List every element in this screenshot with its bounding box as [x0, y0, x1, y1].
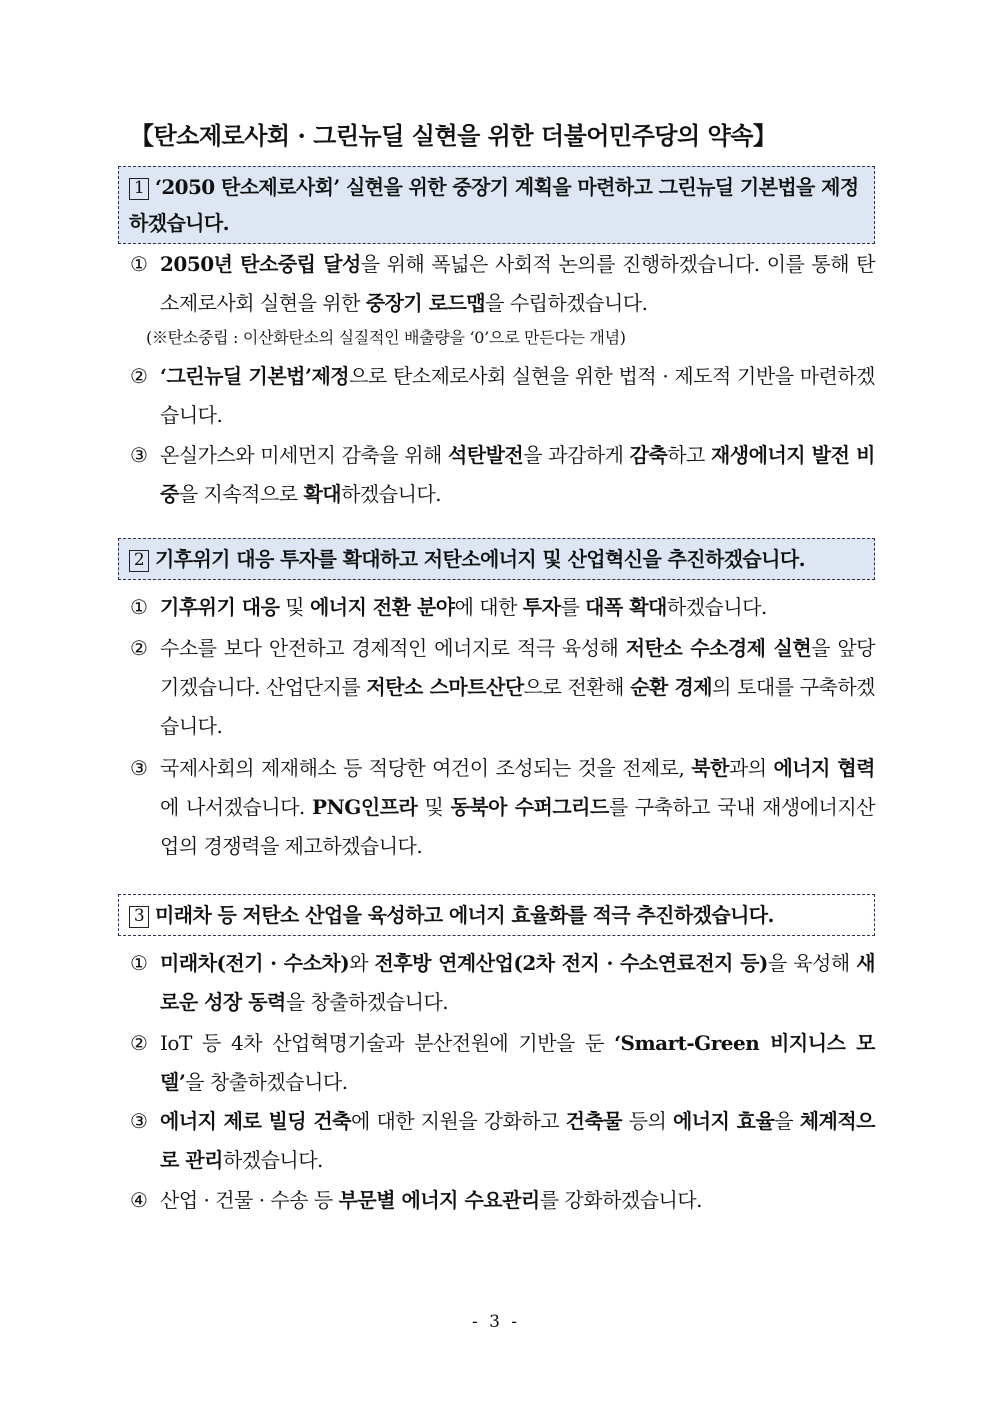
item-marker: ①	[130, 951, 148, 975]
emphasized-text: 석탄발전	[447, 443, 524, 467]
body-text: 에 대한 지원을 강화하고	[351, 1109, 566, 1133]
body-text: 를	[560, 595, 586, 619]
section-1-item-1	[130, 245, 875, 323]
section-2-item-1	[130, 588, 875, 627]
body-text: 등의	[622, 1109, 673, 1133]
section-2-item-2	[130, 629, 875, 746]
item-text	[130, 1181, 875, 1220]
body-text: 을 지속적으로	[178, 482, 304, 506]
section-3-item-3	[130, 1102, 875, 1180]
emphasized-text: 에너지 전환 분야	[309, 595, 455, 619]
item-text	[130, 629, 875, 746]
body-text: 를 구축하고 국내 재생에너지산업의 경쟁력을 제고하겠습니다.	[160, 795, 875, 858]
section-2-number: 2	[129, 550, 149, 572]
emphasized-text: 건축물	[565, 1109, 623, 1133]
section-3-heading: 미래차 등 저탄소 산업을 육성하고 에너지 효율화를 적극 추진하겠습니다.	[155, 903, 774, 927]
body-text: 으로 전환해	[523, 675, 631, 699]
item-text	[130, 749, 875, 866]
body-text: 및	[417, 795, 451, 819]
item-text	[130, 436, 875, 514]
item-marker: ②	[130, 636, 148, 660]
item-text	[130, 1102, 875, 1180]
body-text: 산업 · 건물 · 수송 등	[160, 1188, 339, 1212]
body-text: 과의	[728, 756, 774, 780]
page-number: - 3 -	[471, 1312, 521, 1332]
section-3-item-2	[130, 1024, 875, 1102]
emphasized-text: PNG인프라	[311, 795, 418, 819]
section-2-heading: 기후위기 대응 투자를 확대하고 저탄소에너지 및 산업혁신을 추진하겠습니다.	[155, 547, 805, 571]
emphasized-text: 에너지 협력	[773, 756, 876, 780]
body-text: 을	[774, 1109, 800, 1133]
item-marker: ②	[130, 1031, 148, 1055]
emphasized-text: 2050년 탄소중립 달성	[160, 252, 361, 276]
body-text: 을 육성해	[767, 951, 857, 975]
item-text	[130, 1024, 875, 1102]
item-text	[130, 245, 875, 323]
body-text: 을 수립하겠습니다.	[485, 291, 648, 315]
body-text: IoT 등 4차 산업혁명기술과 분산전원에 기반을 둔	[160, 1031, 615, 1055]
section-3-item-1	[130, 944, 875, 1022]
emphasized-text: 동북아 수퍼그리드	[450, 795, 609, 819]
emphasized-text: 순환 경제	[630, 675, 713, 699]
emphasized-text: 기후위기 대응	[160, 595, 280, 619]
emphasized-text: 에너지 효율	[672, 1109, 775, 1133]
emphasized-text: 재생에너지 발전 비중	[160, 443, 875, 506]
section-2-heading-box	[118, 538, 875, 580]
body-text: 하겠습니다.	[222, 1148, 323, 1172]
emphasized-text: 감축	[629, 443, 668, 467]
item-text	[130, 588, 875, 627]
section-2-item-3	[130, 749, 875, 866]
section-3-number: 3	[129, 906, 149, 928]
emphasized-text: 북한	[691, 756, 729, 780]
body-text: 으로 탄소제로사회 실현을 위한 법적 · 제도적 기반을 마련하겠습니다.	[160, 364, 875, 427]
section-1-item-2	[130, 357, 875, 435]
emphasized-text: 저탄소 수소경제 실현	[625, 636, 812, 660]
body-text: 를 강화하겠습니다.	[539, 1188, 703, 1212]
emphasized-text: 투자	[522, 595, 561, 619]
item-marker: ③	[130, 756, 148, 780]
body-text: 하겠습니다.	[666, 595, 767, 619]
body-text: 국제사회의 제재해소 등 적당한 여건이 조성되는 것을 전제로,	[160, 756, 692, 780]
body-text: 에 대한	[454, 595, 523, 619]
item-text	[130, 944, 875, 1022]
item-text	[130, 357, 875, 435]
section-3-item-4	[130, 1181, 875, 1220]
section-1-number: 1	[129, 178, 149, 200]
section-3-heading-box	[118, 894, 875, 936]
body-text: 하고	[667, 443, 711, 467]
emphasized-text: 대폭 확대	[585, 595, 667, 619]
emphasized-text: ‘그린뉴딜 기본법’제정	[160, 364, 350, 388]
emphasized-text: 새로운 성장 동력	[160, 951, 876, 1014]
body-text: 에 나서겠습니다.	[160, 795, 312, 819]
emphasized-text: 전후방 연계산업(2차 전지 · 수소연료전지 등)	[374, 951, 768, 975]
section-1-item-3	[130, 436, 875, 514]
emphasized-text: 에너지 제로 빌딩 건축	[160, 1109, 352, 1133]
item-marker: ④	[130, 1188, 148, 1212]
emphasized-text: 체계적으로 관리	[160, 1109, 875, 1172]
emphasized-text: 중장기 로드맵	[365, 291, 486, 315]
body-text: 을 창출하겠습니다.	[185, 1070, 348, 1094]
emphasized-text: 부문별 에너지 수요관리	[338, 1188, 540, 1212]
emphasized-text: ‘Smart-Green 비지니스 모델’	[160, 1031, 875, 1094]
item-marker: ①	[130, 595, 148, 619]
body-text: 의 토대를 구축하겠습니다.	[160, 675, 875, 738]
body-text: 을 과감하게	[523, 443, 630, 467]
section-1-heading: ‘2050 탄소제로사회’ 실현을 위한 중장기 계획을 마련하고 그린뉴딜 기본법을 제정하겠습니다.	[129, 175, 859, 235]
body-text: 및	[279, 595, 310, 619]
item-marker: ③	[130, 1109, 148, 1133]
page-title: 【탄소제로사회 · 그린뉴딜 실현을 위한 더불어민주당의 약속】	[130, 121, 777, 150]
section-1-heading-box	[118, 166, 875, 244]
body-text: 온실가스와 미세먼지 감축을 위해	[160, 443, 448, 467]
body-text: 을 앞당기겠습니다. 산업단지를	[160, 636, 875, 699]
body-text: 와	[349, 951, 375, 975]
emphasized-text: 저탄소 스마트산단	[366, 675, 524, 699]
emphasized-text: 미래차(전기 · 수소차)	[160, 951, 350, 975]
item-marker: ③	[130, 443, 148, 467]
section-1-item-1-note: (※탄소중립 : 이산화탄소의 실질적인 배출량을 ‘0’으로 만든다는 개념)	[146, 328, 626, 347]
item-marker: ②	[130, 364, 148, 388]
body-text: 을 위해 폭넓은 사회적 논의를 진행하겠습니다. 이를 통해 탄소제로사회 실현을 위한	[160, 252, 875, 315]
body-text: 하겠습니다.	[341, 482, 442, 506]
emphasized-text: 확대	[303, 482, 342, 506]
item-marker: ①	[130, 252, 148, 276]
body-text: 수소를 보다 안전하고 경제적인 에너지로 적극 육성해	[160, 636, 626, 660]
body-text: 을 창출하겠습니다.	[285, 990, 449, 1014]
